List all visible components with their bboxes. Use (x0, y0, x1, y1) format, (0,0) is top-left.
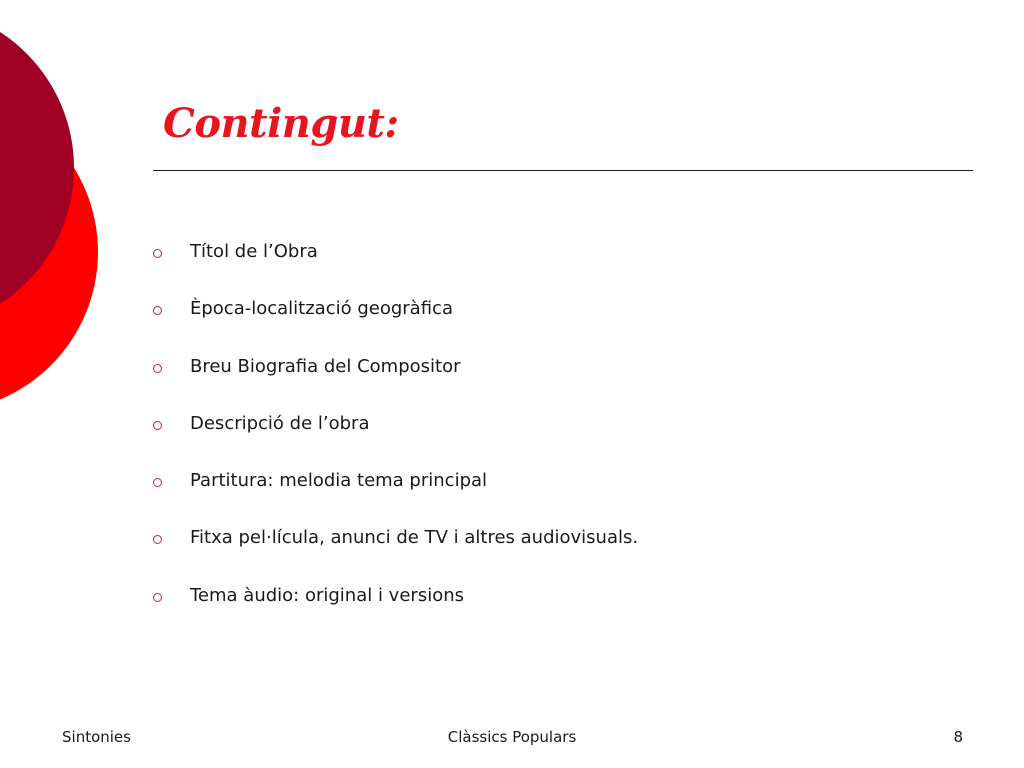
bullet-circle-icon (153, 249, 162, 258)
bullet-circle-icon (153, 421, 162, 430)
bullet-circle-icon (153, 306, 162, 315)
bullet-circle-icon (153, 478, 162, 487)
decorative-circles (0, 0, 110, 410)
bullet-item (150, 291, 638, 348)
slide-title: Contingut: (163, 100, 399, 147)
bullet-text: Fitxa pel·lícula, anunci de TV i altres audiovisuals. (190, 527, 639, 549)
page-number: 8 (953, 728, 963, 746)
bullet-item (150, 406, 638, 463)
bullet-list (150, 234, 638, 635)
bullet-text: Títol de l’Obra (190, 241, 318, 262)
bullet-item (150, 463, 638, 520)
bullet-text: Descripció de l’obra (190, 412, 370, 434)
footer-center-text: Clàssics Populars (447, 728, 577, 746)
bullet-text: Partitura: melodia tema principal (190, 470, 488, 492)
bullet-item (150, 234, 638, 291)
bullet-circle-icon (153, 364, 162, 373)
bullet-item (150, 349, 638, 406)
bullet-circle-icon (153, 535, 162, 544)
bullet-item (150, 520, 638, 577)
footer-left-text: Sintonies (62, 728, 131, 746)
title-divider (153, 170, 973, 171)
bullet-item (150, 578, 638, 635)
bullet-text: Breu Biografia del Compositor (190, 355, 461, 377)
bullet-circle-icon (153, 593, 162, 602)
bullet-text: Època-localització geogràfica (190, 298, 453, 320)
bullet-text: Tema àudio: original i versions (190, 584, 464, 606)
